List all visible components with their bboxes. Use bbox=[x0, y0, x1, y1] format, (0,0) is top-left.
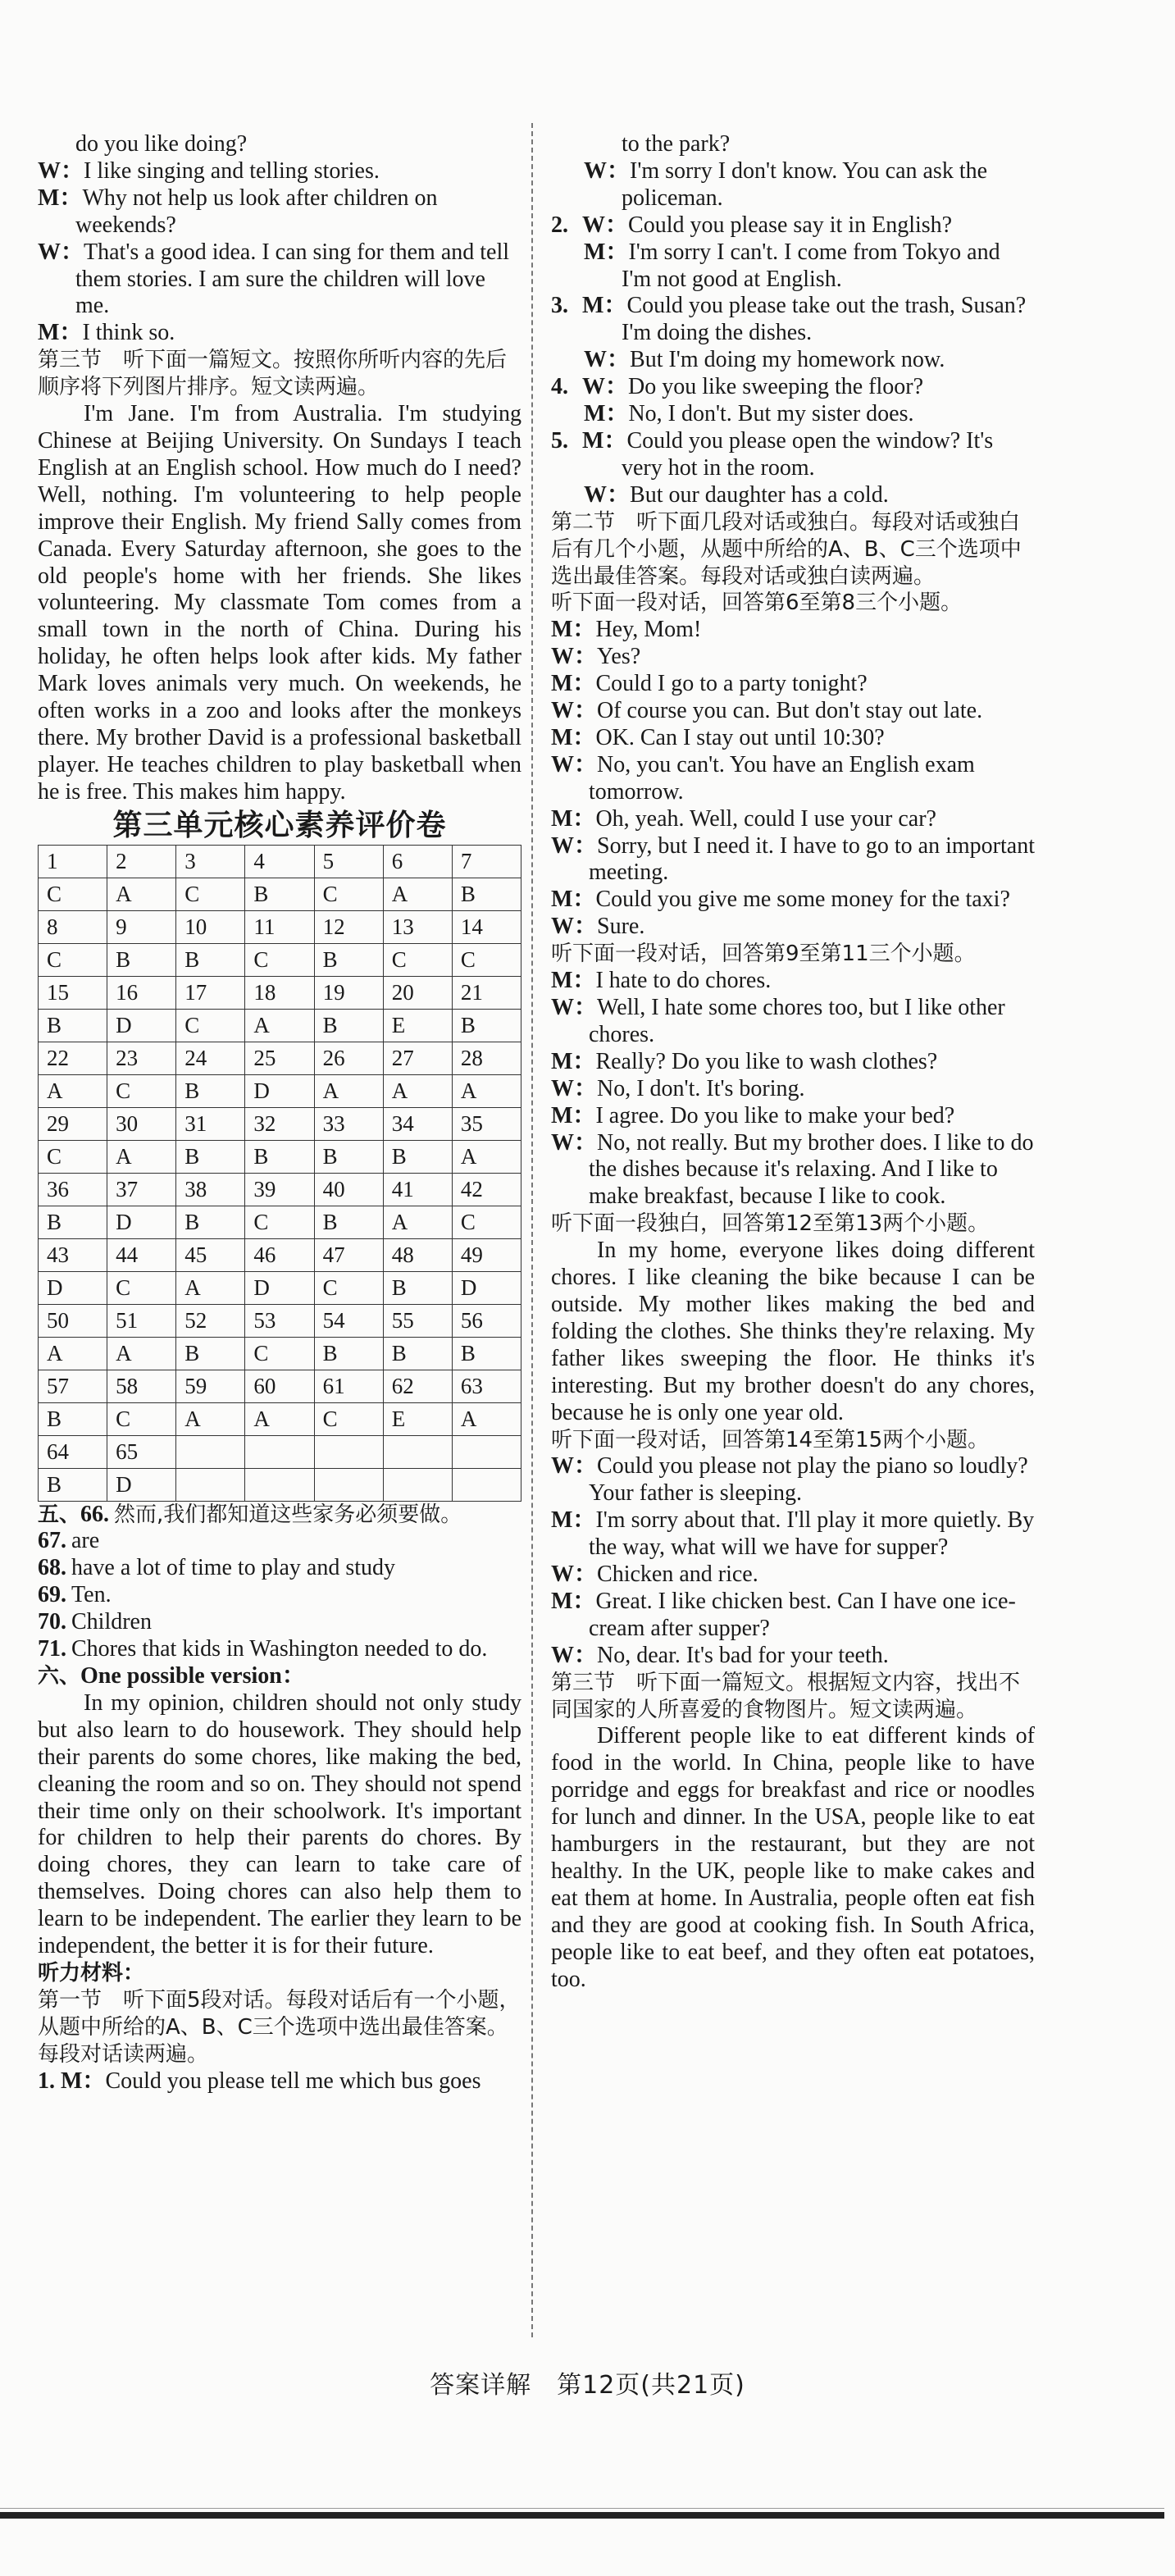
answer-cell: 29 bbox=[39, 1107, 107, 1140]
answer-cell bbox=[314, 1435, 383, 1468]
answer-cell: 54 bbox=[314, 1304, 383, 1337]
answer-cell: C bbox=[176, 1009, 245, 1042]
answer-cell: C bbox=[314, 1271, 383, 1304]
part6-essay: In my opinion, children should not only study but also learn to do housework. They should help their parents do some chores, like making the bed, cleaning the room and so on. They should not spend their time only on their schoolwork. It's important for children to help their parents do chores. By doing chores, they can learn to take care of themselves. Doing chores can also help them to learn to be independent. The earlier they learn to be independent, the better it is for their future. bbox=[38, 1689, 521, 1959]
answer-cell: A bbox=[176, 1402, 245, 1435]
answer-number-row bbox=[39, 1107, 521, 1140]
answer-cell: 4 bbox=[245, 845, 314, 878]
answer-cell: 7 bbox=[452, 845, 521, 878]
answer-cell: 14 bbox=[452, 910, 521, 943]
answer-cell bbox=[176, 1435, 245, 1468]
answer-number-row bbox=[39, 1238, 521, 1271]
answer-cell: B bbox=[314, 943, 383, 976]
answer-cell: 48 bbox=[383, 1238, 452, 1271]
answer-cell: A bbox=[452, 1074, 521, 1107]
answer-cell: B bbox=[383, 1271, 452, 1304]
answer-cell: C bbox=[39, 1140, 107, 1173]
answer-cell: A bbox=[107, 1140, 176, 1173]
answer-number-row bbox=[39, 1173, 521, 1206]
bottom-rule-thin bbox=[0, 2508, 1164, 2509]
dialog1-intro: 听下面一段对话，回答第6至第8三个小题。 bbox=[551, 590, 963, 616]
answer-cell: 34 bbox=[383, 1107, 452, 1140]
answer-cell: 19 bbox=[314, 976, 383, 1009]
q1-continued: to the park? bbox=[622, 131, 731, 157]
answer-cell: 65 bbox=[107, 1435, 176, 1468]
answer-cell: B bbox=[314, 1206, 383, 1238]
answer-key-row bbox=[39, 1468, 521, 1501]
answer-cell bbox=[383, 1468, 452, 1501]
answer-cell: 28 bbox=[452, 1042, 521, 1074]
section3-right-heading: 第三节 听下面一篇短文。根据短文内容，找出不同国家的人所喜爱的食物图片。短文读两遍。 bbox=[551, 1670, 1021, 1722]
answer-cell: C bbox=[176, 878, 245, 910]
answer-cell bbox=[452, 1468, 521, 1501]
answer-cell: 55 bbox=[383, 1304, 452, 1337]
answer-cell: 59 bbox=[176, 1370, 245, 1402]
dialogue-line: M：Really? Do you like to wash clothes? bbox=[551, 1048, 938, 1074]
answer-cell: B bbox=[452, 878, 521, 910]
dialogue-line: W：Chicken and rice. bbox=[551, 1562, 758, 1588]
answer-cell: 27 bbox=[383, 1042, 452, 1074]
part5-answer: 69. Ten. bbox=[38, 1582, 112, 1608]
answer-cell: 49 bbox=[452, 1238, 521, 1271]
answer-cell: A bbox=[245, 1009, 314, 1042]
answer-cell: A bbox=[383, 1206, 452, 1238]
dialogue-line: W：Sure. bbox=[551, 914, 645, 940]
dialog-question-line: 4. W：Do you like sweeping the floor? bbox=[551, 374, 924, 400]
answer-cell: 62 bbox=[383, 1370, 452, 1402]
section3-text: I'm Jane. I'm from Australia. I'm studying Chinese at Beijing University. On Sundays I teach English at an English school. How much do I need? Well, nothing. I'm volunteering to help people improve their English. My friend Sally comes from Canada. Every Saturday afternoon, she goes to the old people's home with her friends. She likes volunteering. My classmate Tom comes from a small town in the north of China. During his holiday, he often helps look after kids. My father Mark loves animals very much. On weekends, he often works in a zoo and looks after the monkeys there. My brother David is a professional basketball player. He teaches children to play basketball when he is free. This makes him happy. bbox=[38, 401, 521, 805]
part5-answers bbox=[38, 1502, 521, 1663]
section3-heading: 第三节 听下面一篇短文。按照你所听内容的先后顺序将下列图片排序。短文读两遍。 bbox=[38, 348, 508, 400]
answer-number-row bbox=[39, 1370, 521, 1402]
answer-cell: 43 bbox=[39, 1238, 107, 1271]
answer-cell: 42 bbox=[452, 1173, 521, 1206]
answer-key-row bbox=[39, 1271, 521, 1304]
dialogue-line: W：Well, I hate some chores too, but I like other chores. bbox=[551, 995, 1005, 1047]
dialogue-line: M：I agree. Do you like to make your bed? bbox=[551, 1102, 955, 1128]
answer-cell: B bbox=[383, 1140, 452, 1173]
answer-cell: 57 bbox=[39, 1370, 107, 1402]
dialogue-line: M：I'm sorry about that. I'll play it more quietly. By the way, what will we have for supper? bbox=[551, 1507, 1035, 1561]
answer-cell bbox=[245, 1435, 314, 1468]
answer-cell: 35 bbox=[452, 1107, 521, 1140]
answer-cell: 6 bbox=[383, 845, 452, 878]
answer-cell: C bbox=[245, 1206, 314, 1238]
answer-cell: A bbox=[383, 1074, 452, 1107]
dialogue-line: M：Great. I like chicken best. Can I have one ice-cream after supper? bbox=[551, 1588, 1016, 1641]
answer-cell: 20 bbox=[383, 976, 452, 1009]
answer-cell: B bbox=[314, 1337, 383, 1370]
answer-key-row bbox=[39, 1140, 521, 1173]
answer-key-row bbox=[39, 1337, 521, 1370]
answer-cell: B bbox=[176, 1337, 245, 1370]
answer-key-row bbox=[39, 1074, 521, 1107]
monologue-intro: 听下面一段独白，回答第12至第13两个小题。 bbox=[551, 1211, 990, 1237]
dialogue-line: do you like doing? bbox=[75, 131, 248, 157]
answer-cell: D bbox=[107, 1468, 176, 1501]
answer-cell: D bbox=[107, 1206, 176, 1238]
answer-cell: C bbox=[383, 943, 452, 976]
dialog-answer-line: M：No, I don't. But my sister does. bbox=[584, 401, 914, 427]
answer-cell: 51 bbox=[107, 1304, 176, 1337]
answer-cell: C bbox=[245, 943, 314, 976]
dialogue-line: W：I like singing and telling stories. bbox=[38, 157, 380, 184]
answer-cell: 56 bbox=[452, 1304, 521, 1337]
answer-cell: 11 bbox=[245, 910, 314, 943]
answer-cell: D bbox=[39, 1271, 107, 1304]
dialog2 bbox=[551, 968, 1035, 1210]
part6-heading: 六、One possible version： bbox=[38, 1663, 305, 1689]
dialog3-intro: 听下面一段对话，回答第14至第15两个小题。 bbox=[551, 1427, 990, 1452]
answer-number-row bbox=[39, 1304, 521, 1337]
answer-cell: A bbox=[107, 1337, 176, 1370]
answer-cell: 40 bbox=[314, 1173, 383, 1206]
answer-number-row bbox=[39, 845, 521, 878]
answer-cell: E bbox=[383, 1009, 452, 1042]
answer-cell: 64 bbox=[39, 1435, 107, 1468]
answer-cell: B bbox=[39, 1009, 107, 1042]
answer-cell: 24 bbox=[176, 1042, 245, 1074]
answer-cell: B bbox=[176, 1074, 245, 1107]
answer-cell: 36 bbox=[39, 1173, 107, 1206]
answer-cell: A bbox=[39, 1337, 107, 1370]
answer-cell: 26 bbox=[314, 1042, 383, 1074]
answer-cell: B bbox=[383, 1337, 452, 1370]
dialogue-line: W：No, dear. It's bad for your teeth. bbox=[551, 1642, 889, 1668]
answer-number-row bbox=[39, 910, 521, 943]
answer-cell: B bbox=[245, 1140, 314, 1173]
dialog-answer-line: W：But our daughter has a cold. bbox=[584, 481, 889, 508]
answer-number-row bbox=[39, 1042, 521, 1074]
dialogue-line: M：I think so. bbox=[38, 320, 175, 346]
answer-cell: 2 bbox=[107, 845, 176, 878]
answer-cell: B bbox=[452, 1009, 521, 1042]
dialog1 bbox=[551, 617, 1035, 941]
answer-cell: B bbox=[245, 878, 314, 910]
dialogue-line: M：Could you give me some money for the taxi? bbox=[551, 887, 1010, 913]
answer-cell: 18 bbox=[245, 976, 314, 1009]
answer-cell: A bbox=[314, 1074, 383, 1107]
answer-cell: D bbox=[245, 1271, 314, 1304]
dialogue-line: M：Oh, yeah. Well, could I use your car? bbox=[551, 805, 936, 832]
answer-cell: 9 bbox=[107, 910, 176, 943]
answer-cell: 33 bbox=[314, 1107, 383, 1140]
answer-cell: C bbox=[107, 1402, 176, 1435]
answer-key-row bbox=[39, 1206, 521, 1238]
answer-cell: 60 bbox=[245, 1370, 314, 1402]
page-footer: 答案详解 第12页(共21页) bbox=[430, 2371, 745, 2400]
answer-cell: B bbox=[176, 1206, 245, 1238]
dialogue-end bbox=[38, 131, 521, 347]
dialogue-line: W：Sorry, but I need it. I have to go to an important meeting. bbox=[551, 832, 1035, 886]
answer-cell: 5 bbox=[314, 845, 383, 878]
answer-cell: B bbox=[39, 1468, 107, 1501]
answer-cell: C bbox=[314, 878, 383, 910]
answer-cell: D bbox=[245, 1074, 314, 1107]
answer-cell: B bbox=[176, 1140, 245, 1173]
section3-right-text: Different people like to eat different kinds of food in the world. In China, people like to have porridge and eggs for breakfast and rice or noodles for lunch and dinner. In the USA, people like to eat hamburgers in the restaurant, but they are not healthy. In the UK, people like to make cakes and eat them at home. In Australia, people often eat fish and they are good at cooking fish. In South Africa, people like to eat beef, and they often eat potatoes, too. bbox=[551, 1723, 1035, 1992]
answer-cell: A bbox=[107, 878, 176, 910]
answer-cell: A bbox=[176, 1271, 245, 1304]
answer-cell: 63 bbox=[452, 1370, 521, 1402]
section2-heading: 第二节 听下面几段对话或独白。每段对话或独白后有几个小题，从题中所给的A、B、C三个选项中选出最佳答案。每段对话或独白读两遍。 bbox=[551, 509, 1022, 589]
dialogue-line: W：Of course you can. But don't stay out late. bbox=[551, 698, 983, 724]
answer-number-row bbox=[39, 1435, 521, 1468]
answer-cell: A bbox=[452, 1140, 521, 1173]
answer-cell: C bbox=[107, 1271, 176, 1304]
answer-key-row bbox=[39, 878, 521, 910]
answer-cell: 23 bbox=[107, 1042, 176, 1074]
answer-cell: 39 bbox=[245, 1173, 314, 1206]
answer-cell: C bbox=[452, 943, 521, 976]
answer-cell: 53 bbox=[245, 1304, 314, 1337]
answer-cell: 61 bbox=[314, 1370, 383, 1402]
answer-cell: B bbox=[314, 1140, 383, 1173]
dialogue-line: W：No, I don't. It's boring. bbox=[551, 1075, 805, 1101]
dialog-question-line: 5. M：Could you please open the window? It's very hot in the room. bbox=[551, 427, 994, 481]
answer-cell: 17 bbox=[176, 976, 245, 1009]
listening-label: 听力材料： bbox=[38, 1960, 145, 1986]
answer-cell: 21 bbox=[452, 976, 521, 1009]
answer-cell: C bbox=[107, 1074, 176, 1107]
answer-cell: 45 bbox=[176, 1238, 245, 1271]
answer-number-row bbox=[39, 976, 521, 1009]
answer-cell bbox=[452, 1435, 521, 1468]
dialog-question-line: 2. W：Could you please say it in English? bbox=[551, 212, 953, 238]
dialogue-line: W：No, you can't. You have an English exam tomorrow. bbox=[551, 751, 975, 805]
answer-table bbox=[38, 845, 521, 1502]
answer-cell: 58 bbox=[107, 1370, 176, 1402]
answer-cell: 46 bbox=[245, 1238, 314, 1271]
monologue-text: In my home, everyone likes doing different chores. I like cleaning the bike because I can be outside. My mother likes making the bed and folding the clothes. She thinks they're relaxing. My father likes sweeping the floor. He thinks it's interesting. But my brother doesn't do any chores, because he is only one year old. bbox=[551, 1238, 1035, 1425]
answer-cell: B bbox=[452, 1337, 521, 1370]
answer-cell bbox=[176, 1468, 245, 1501]
answer-cell: 52 bbox=[176, 1304, 245, 1337]
answer-key-row bbox=[39, 1009, 521, 1042]
answer-cell: 30 bbox=[107, 1107, 176, 1140]
answer-cell: A bbox=[383, 878, 452, 910]
answer-cell: C bbox=[245, 1337, 314, 1370]
answer-cell: 15 bbox=[39, 976, 107, 1009]
answer-cell bbox=[314, 1468, 383, 1501]
answer-cell: 10 bbox=[176, 910, 245, 943]
answer-cell: 41 bbox=[383, 1173, 452, 1206]
answer-cell: D bbox=[107, 1009, 176, 1042]
q1-line: 1. M：Could you please tell me which bus goes bbox=[38, 2068, 481, 2094]
dialogue-line: M：Hey, Mom! bbox=[551, 617, 702, 643]
answer-cell: 22 bbox=[39, 1042, 107, 1074]
answer-cell: 31 bbox=[176, 1107, 245, 1140]
answer-cell bbox=[245, 1468, 314, 1501]
answer-cell: 12 bbox=[314, 910, 383, 943]
answer-cell: 50 bbox=[39, 1304, 107, 1337]
answer-cell: C bbox=[39, 943, 107, 976]
dialogue-line: W：That's a good idea. I can sing for them and tell them stories. I am sure the children will love me. bbox=[38, 239, 510, 319]
answer-cell: 47 bbox=[314, 1238, 383, 1271]
answer-cell: A bbox=[452, 1402, 521, 1435]
answer-cell: C bbox=[314, 1402, 383, 1435]
q1-answer: W：I'm sorry I don't know. You can ask the policeman. bbox=[584, 157, 988, 211]
short-dialogs bbox=[551, 212, 1035, 509]
answer-cell: 37 bbox=[107, 1173, 176, 1206]
answer-cell: C bbox=[452, 1206, 521, 1238]
dialogue-line: W：Yes? bbox=[551, 644, 641, 670]
column-divider bbox=[531, 123, 533, 2337]
answer-cell: 25 bbox=[245, 1042, 314, 1074]
left-column bbox=[38, 131, 521, 2095]
part5-answer: 67. are bbox=[38, 1528, 100, 1554]
answer-cell: A bbox=[245, 1402, 314, 1435]
answer-cell: B bbox=[176, 943, 245, 976]
answer-cell: B bbox=[314, 1009, 383, 1042]
bottom-rule bbox=[0, 2512, 1164, 2519]
answer-cell: C bbox=[39, 878, 107, 910]
answer-cell: 44 bbox=[107, 1238, 176, 1271]
answer-cell: 32 bbox=[245, 1107, 314, 1140]
dialogue-line: M：Could I go to a party tonight? bbox=[551, 671, 868, 697]
part5-answer: 71. Chores that kids in Washington needed to do. bbox=[38, 1636, 488, 1662]
answer-cell: B bbox=[107, 943, 176, 976]
right-column bbox=[551, 131, 1035, 1994]
answer-cell: B bbox=[39, 1206, 107, 1238]
answer-cell: 38 bbox=[176, 1173, 245, 1206]
answer-key-row bbox=[39, 1402, 521, 1435]
answer-key-row bbox=[39, 943, 521, 976]
answer-cell: 1 bbox=[39, 845, 107, 878]
dialog-answer-line: M：I'm sorry I can't. I come from Tokyo and I'm not good at English. bbox=[584, 239, 1000, 292]
answer-cell: 13 bbox=[383, 910, 452, 943]
answer-cell: 3 bbox=[176, 845, 245, 878]
answer-cell: 8 bbox=[39, 910, 107, 943]
answer-cell: D bbox=[452, 1271, 521, 1304]
dialog2-intro: 听下面一段对话，回答第9至第11三个小题。 bbox=[551, 941, 976, 967]
dialogue-line: W：Could you please not play the piano so loudly? Your father is sleeping. bbox=[551, 1453, 1028, 1507]
answer-cell: 16 bbox=[107, 976, 176, 1009]
dialogue-line: W：No, not really. But my brother does. I like to do the dishes because it's relaxing. And I like to make breakfast, because I like to cook. bbox=[551, 1129, 1034, 1210]
section1-heading: 第一节 听下面5段对话。每段对话后有一个小题，从题中所给的A、B、C三个选项中选出最佳答案。每段对话读两遍。 bbox=[38, 1987, 521, 2067]
answer-cell: B bbox=[39, 1402, 107, 1435]
dialog-answer-line: W：But I'm doing my homework now. bbox=[584, 347, 945, 373]
dialogue-line: M：Why not help us look after children on weekends? bbox=[38, 185, 438, 238]
dialog-question-line: 3. M：Could you please take out the trash, Susan? I'm doing the dishes. bbox=[551, 293, 1027, 346]
dialogue-line: M：I hate to do chores. bbox=[551, 968, 772, 994]
answer-cell: E bbox=[383, 1402, 452, 1435]
part5-answer: 五、66. 然而,我们都知道这些家务必须要做。 bbox=[38, 1501, 462, 1527]
part5-answer: 70. Children bbox=[38, 1609, 152, 1635]
unit-title: 第三单元核心素养评价卷 bbox=[112, 808, 447, 842]
answer-cell: A bbox=[39, 1074, 107, 1107]
dialog3 bbox=[551, 1453, 1035, 1669]
part5-answer: 68. have a lot of time to play and study bbox=[38, 1555, 396, 1581]
dialogue-line: M：OK. Can I stay out until 10:30? bbox=[551, 724, 885, 750]
answer-cell bbox=[383, 1435, 452, 1468]
